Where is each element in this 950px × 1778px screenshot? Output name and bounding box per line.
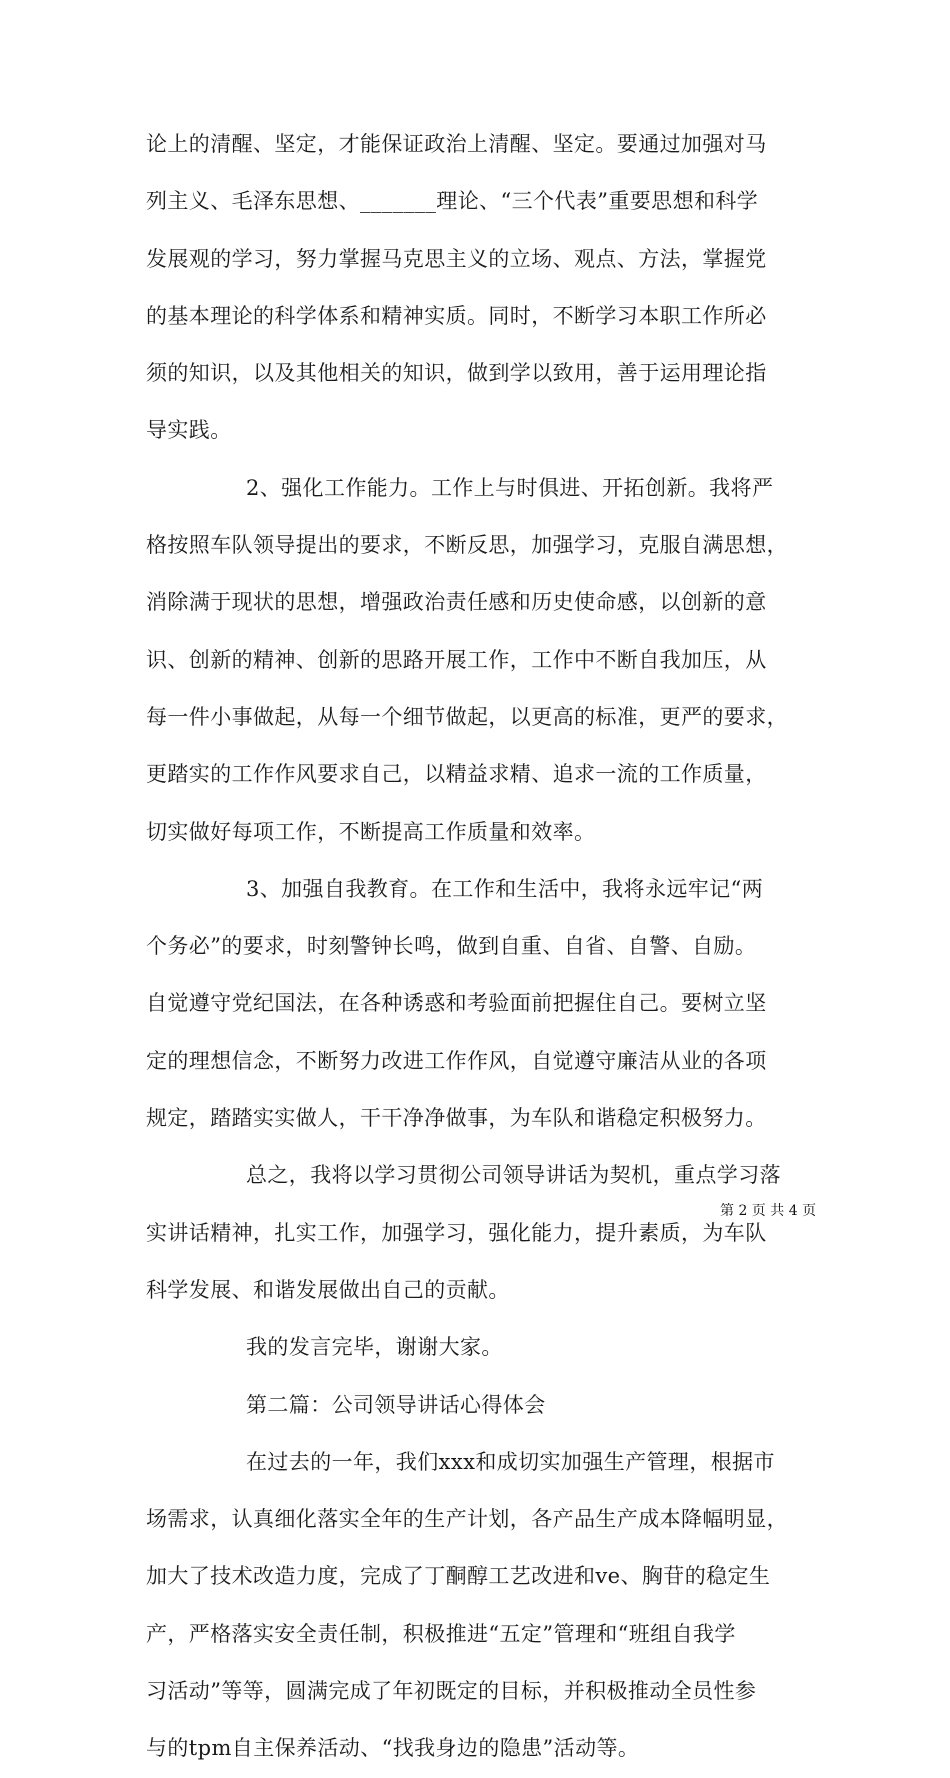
text-line: 更踏实的工作作风要求自己，以精益求精、追求一流的工作质量， bbox=[146, 762, 767, 787]
paragraph-start-line: 3、加强自我教育。在工作和生活中，我将永远牢记“两 bbox=[246, 876, 764, 901]
paragraph-start-line: 在过去的一年，我们xxx和成切实加强生产管理，根据市 bbox=[246, 1449, 775, 1474]
text-line: 论上的清醒、坚定，才能保证政治上清醒、坚定。要通过加强对马 bbox=[146, 132, 767, 156]
text-line: 场需求，认真细化落实全年的生产计划，各产品生产成本降幅明显， bbox=[146, 1507, 788, 1532]
text-line: 个务必”的要求，时刻警钟长鸣，做到自重、自省、自警、自励。 bbox=[146, 934, 757, 959]
section-heading: 第二篇：公司领导讲话心得体会 bbox=[246, 1392, 546, 1417]
text-line: 定的理想信念，不断努力改进工作作风，自觉遵守廉洁从业的各项 bbox=[146, 1048, 767, 1073]
text-line: 实讲话精神，扎实工作，加强学习，强化能力，提升素质，为车队 bbox=[146, 1220, 767, 1245]
document-body bbox=[146, 116, 826, 1778]
page-number: 第 2 页 共 4 页 bbox=[720, 1203, 817, 1219]
paragraph-start-line: 2、强化工作能力。工作上与时俱进、开拓创新。我将严 bbox=[246, 475, 774, 500]
paragraph-start-line: 总之，我将以学习贯彻公司领导讲话为契机，重点学习落 bbox=[246, 1163, 781, 1188]
text-line: 导实践。 bbox=[146, 418, 232, 443]
text-line: 每一件小事做起，从每一个细节做起，以更高的标准，更严的要求， bbox=[146, 704, 788, 729]
text-line: 习活动”等等，圆满完成了年初既定的目标，并积极推动全员性参 bbox=[146, 1679, 757, 1704]
text-line: 产，严格落实安全责任制，积极推进“五定”管理和“班组自我学 bbox=[146, 1621, 736, 1646]
text-line: 科学发展、和谐发展做出自己的贡献。 bbox=[146, 1277, 510, 1302]
text-line: 切实做好每项工作，不断提高工作质量和效率。 bbox=[146, 819, 596, 844]
text-line: 须的知识，以及其他相关的知识，做到学以致用，善于运用理论指 bbox=[146, 361, 767, 386]
text-line: 发展观的学习，努力掌握马克思主义的立场、观点、方法，掌握党 bbox=[146, 246, 767, 271]
text-line: 消除满于现状的思想，增强政治责任感和历史使命感，以创新的意 bbox=[146, 590, 767, 615]
text-line: 自觉遵守党纪国法，在各种诱惑和考验面前把握住自己。要树立坚 bbox=[146, 991, 767, 1016]
text-line: 与的tpm自主保养活动、“找我身边的隐患”活动等。 bbox=[146, 1736, 640, 1761]
text-line: 加大了技术改造力度，完成了丁酮醇工艺改进和ve、胸苷的稳定生 bbox=[146, 1564, 771, 1589]
text-line: 列主义、毛泽东思想、_______理论、“三个代表”重要思想和科学 bbox=[146, 189, 759, 214]
text-line: 的基本理论的科学体系和精神实质。同时，不断学习本职工作所必 bbox=[146, 303, 767, 328]
text-line: 格按照车队领导提出的要求，不断反思，加强学习，克服自满思想， bbox=[146, 533, 788, 558]
paragraph-start-line: 我的发言完毕，谢谢大家。 bbox=[246, 1335, 503, 1360]
text-line: 识、创新的精神、创新的思路开展工作，工作中不断自我加压，从 bbox=[146, 647, 767, 672]
text-line: 规定，踏踏实实做人，干干净净做事，为车队和谐稳定积极努力。 bbox=[146, 1106, 767, 1131]
